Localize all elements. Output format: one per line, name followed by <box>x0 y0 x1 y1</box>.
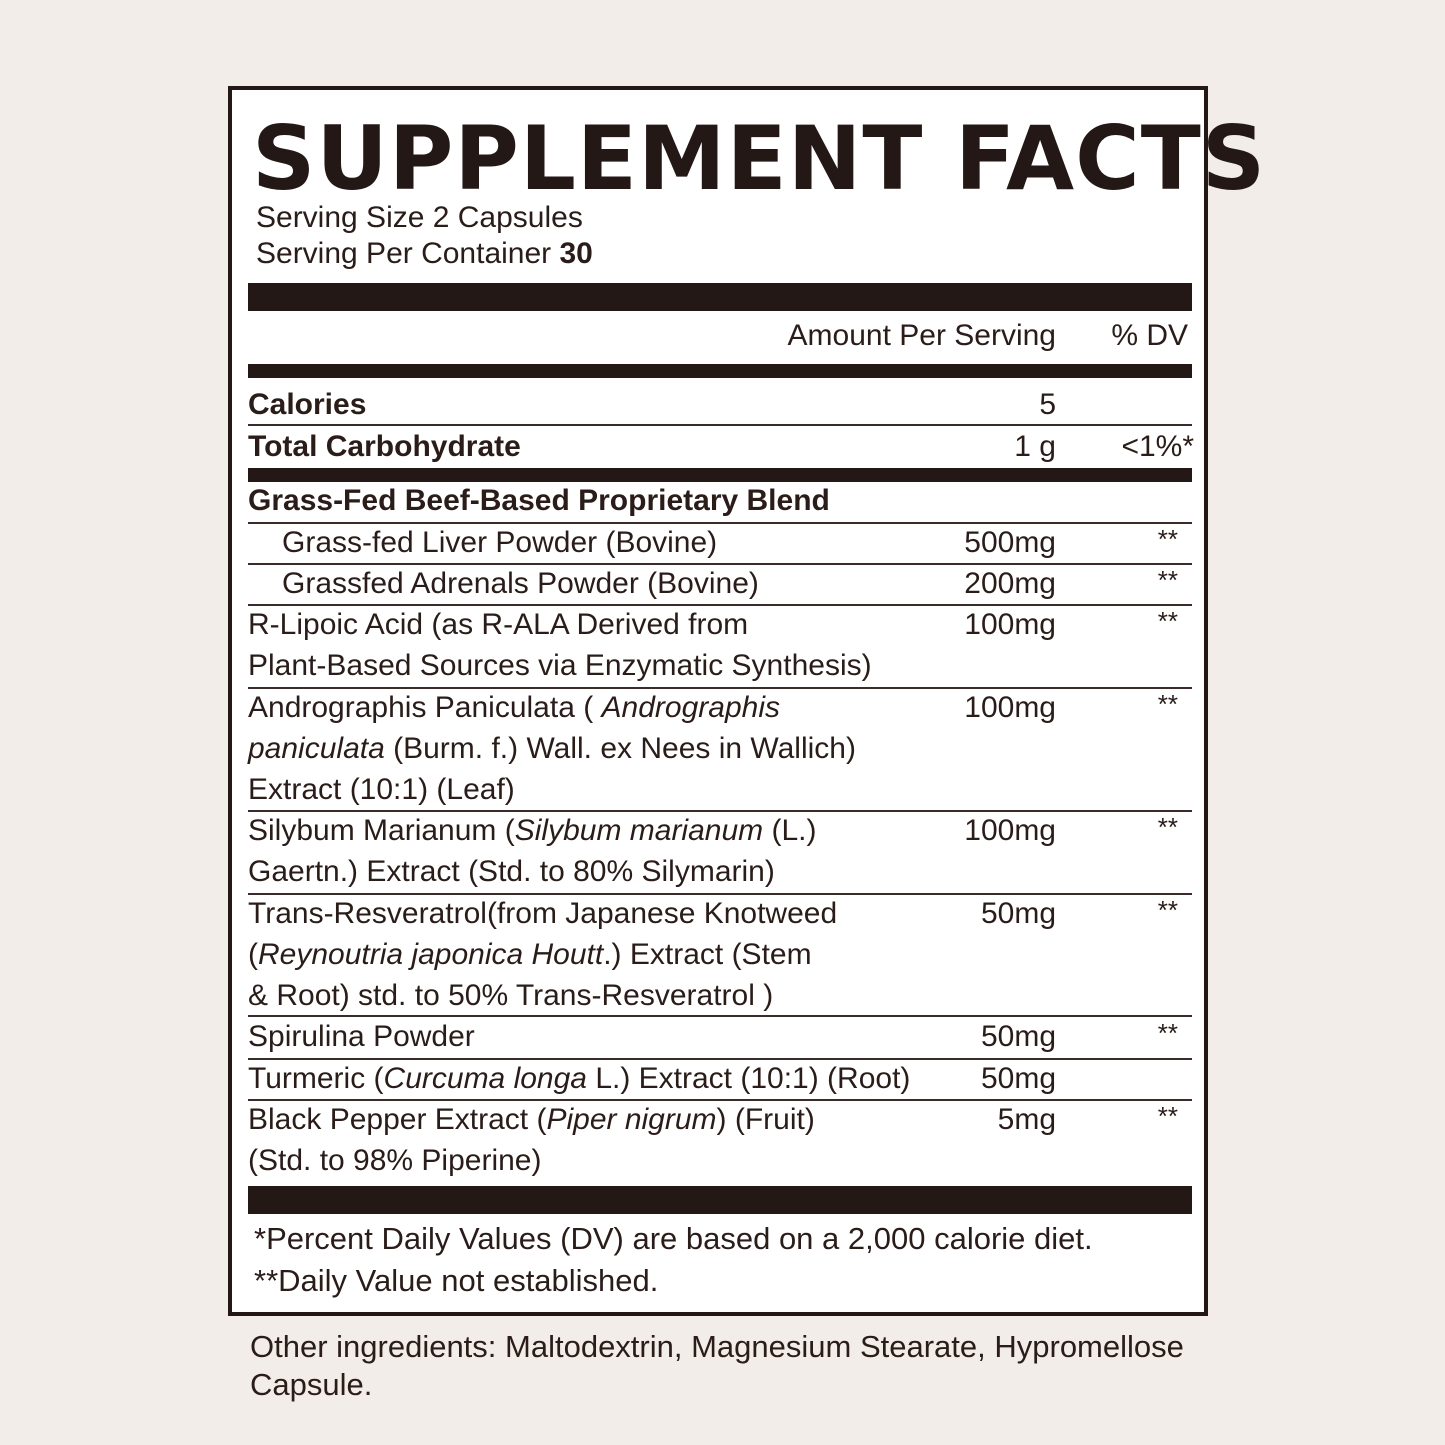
ingredient-name: Grass-fed Liver Powder (Bovine) <box>282 526 718 559</box>
footnote-dv: *Percent Daily Values (DV) are based on a 2,000 calorie diet. <box>254 1221 1093 1256</box>
ingredient-amount: 100mg <box>964 608 1056 641</box>
ingredient-name: Silybum Marianum (Silybum marianum (L.) Gaertn.) Extract (Std. to 80% Silymarin) <box>248 814 817 888</box>
ingredient-dv: ** <box>1157 895 1178 925</box>
calories-label: Calories <box>248 388 367 421</box>
ingredient-amount: 50mg <box>980 897 1056 930</box>
ingredient-name: R-Lipoic Acid (as R-ALA Derived from Plant-Based Sources via Enzymatic Synthesis) <box>248 608 872 682</box>
ingredient-name: Trans-Resveratrol(from Japanese Knotweed (Reynoutria japonica Houtt.) Extract (Stem & Root) std. to 50% Trans-Resveratrol ) <box>248 897 838 1012</box>
medium-divider <box>248 364 1192 378</box>
ingredient-name: Black Pepper Extract (Piper nigrum) (Fruit) (Std. to 98% Piperine) <box>248 1103 815 1177</box>
carbohydrate-amount: 1 g <box>1014 430 1056 463</box>
ingredient-name: Andrographis Paniculata ( Andrographis paniculata (Burm. f.) Wall. ex Nees in Wallich) Extract (10:1) (Leaf) <box>248 691 856 806</box>
footnote-not-established: **Daily Value not established. <box>254 1263 659 1298</box>
ingredient-dv: ** <box>1157 524 1178 554</box>
ingredient-dv: ** <box>1157 1101 1178 1131</box>
amount-per-serving-header: Amount Per Serving <box>787 319 1056 352</box>
ingredient-amount: 100mg <box>964 814 1056 847</box>
ingredient-amount: 500mg <box>964 526 1056 559</box>
carbohydrate-dv: <1%* <box>1121 430 1194 463</box>
ingredient-name: Grassfed Adrenals Powder (Bovine) <box>282 567 759 600</box>
ingredient-dv: ** <box>1157 812 1178 842</box>
servings-per-container <box>256 236 593 272</box>
ingredient-name: Spirulina Powder <box>248 1020 475 1053</box>
calories-amount: 5 <box>1039 388 1056 421</box>
serving-size: Serving Size 2 Capsules <box>256 201 583 234</box>
other-ingredients: Other ingredients: Maltodextrin, Magnesium Stearate, Hypromellose Capsule. <box>250 1329 1184 1402</box>
servings-per-container-value: 30 <box>559 237 593 270</box>
dv-header: % DV <box>1111 319 1188 352</box>
ingredient-dv: ** <box>1157 565 1178 595</box>
ingredient-name: Turmeric (Curcuma longa L.) Extract (10:1) (Root) <box>248 1062 911 1095</box>
ingredient-dv: ** <box>1157 1018 1178 1048</box>
ingredient-amount: 50mg <box>980 1062 1056 1095</box>
servings-per-container-label: Serving Per Container <box>256 237 552 270</box>
carbohydrate-label: Total Carbohydrate <box>248 430 521 463</box>
ingredient-dv: ** <box>1157 606 1178 636</box>
ingredient-amount: 200mg <box>964 567 1056 600</box>
thick-divider-top <box>248 283 1192 311</box>
panel-title: SUPPLEMENT FACTS <box>252 107 1267 210</box>
ingredient-amount: 100mg <box>964 691 1056 724</box>
supplement-facts-panel <box>228 86 1267 1316</box>
ingredient-amount: 5mg <box>997 1103 1056 1136</box>
blend-label: Grass-Fed Beef-Based Proprietary Blend <box>248 484 830 517</box>
ingredient-amount: 50mg <box>980 1020 1056 1053</box>
ingredient-dv: ** <box>1157 689 1178 719</box>
thick-divider-bottom <box>248 1186 1192 1214</box>
